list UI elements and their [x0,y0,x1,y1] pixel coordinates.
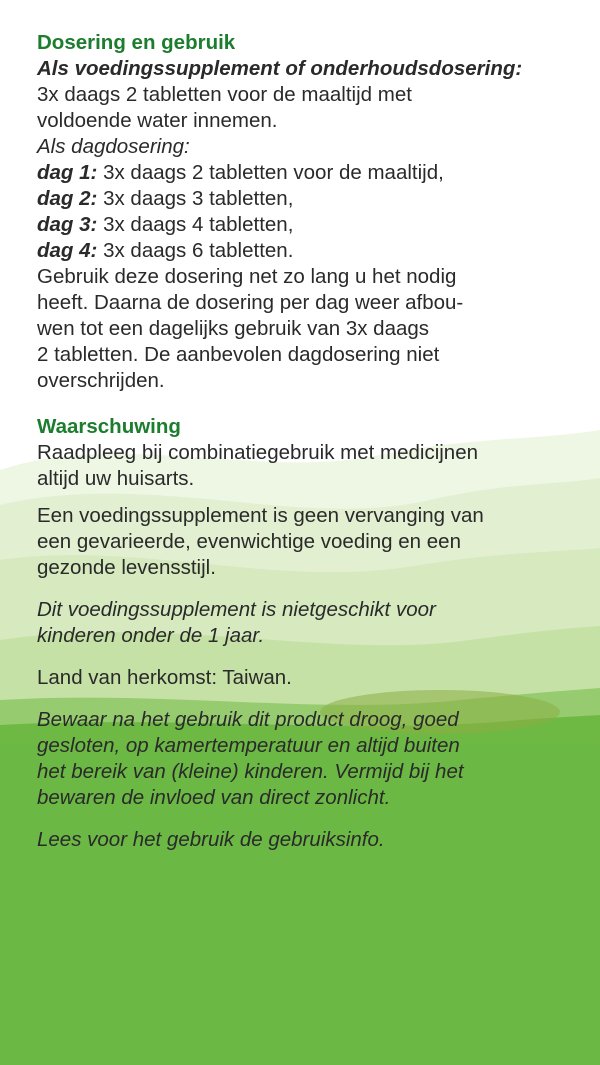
day-line [37,160,582,186]
storage-instruction-line: Bewaar na het gebruik dit product droog, goed [37,708,459,731]
country-of-origin: Land van herkomst: Taiwan. [37,666,292,689]
dosage-note-line: 2 tabletten. De aanbevolen dagdosering niet [37,343,440,366]
warning-heading: Waarschuwing [37,415,181,438]
day-label: dag 1: [37,161,98,184]
supplement-disclaimer-line: Een voedingssupplement is geen vervanging van [37,504,484,527]
day-text: 3x daags 3 tabletten, [97,187,294,210]
day-label: dag 2: [37,187,98,210]
dosage-note-line: wen tot een dagelijks gebruik van 3x daags [37,317,430,340]
dosage-note-line: heeft. Daarna de dosering per dag weer afbou- [37,291,464,314]
storage-instruction-line: gesloten, op kamertemperatuur en altijd buiten [37,734,460,757]
day-text: 3x daags 6 tabletten. [97,239,294,262]
storage-instruction-line: het bereik van (kleine) kinderen. Vermijd bij het [37,760,464,783]
day-text: 3x daags 4 tabletten, [97,213,294,236]
dosage-note-line: overschrijden. [37,369,165,392]
day-line [37,186,582,212]
day-label: dag 3: [37,213,98,236]
dosage-heading: Dosering en gebruik [37,31,236,54]
day-text: 3x daags 2 tabletten voor de maaltijd, [97,161,444,184]
read-info-note: Lees voor het gebruik de gebruiksinfo. [37,828,385,851]
dosage-note-line: Gebruik deze dosering net zo lang u het nodig [37,265,457,288]
day-line [37,212,582,238]
daily-dosage-label: Als dagdosering: [37,135,190,158]
children-warning-line: kinderen onder de 1 jaar. [37,624,265,647]
warning-consult-line: Raadpleeg bij combinatiegebruik met medicijnen [37,441,479,464]
supplement-disclaimer-line: gezonde levensstijl. [37,556,216,579]
day-label: dag 4: [37,239,98,262]
maintenance-text-line: 3x daags 2 tabletten voor de maaltijd met [37,83,412,106]
children-warning-line: Dit voedingssupplement is nietgeschikt voor [37,598,436,621]
maintenance-label: Als voedingssupplement of onderhoudsdosering: [37,57,523,80]
supplement-disclaimer-line: een gevarieerde, evenwichtige voeding en een [37,530,461,553]
maintenance-text-line: voldoende water innemen. [37,109,278,132]
day-line [37,238,582,264]
leaflet-text [37,30,582,853]
warning-consult-line: altijd uw huisarts. [37,467,195,490]
storage-instruction-line: bewaren de invloed van direct zonlicht. [37,786,391,809]
